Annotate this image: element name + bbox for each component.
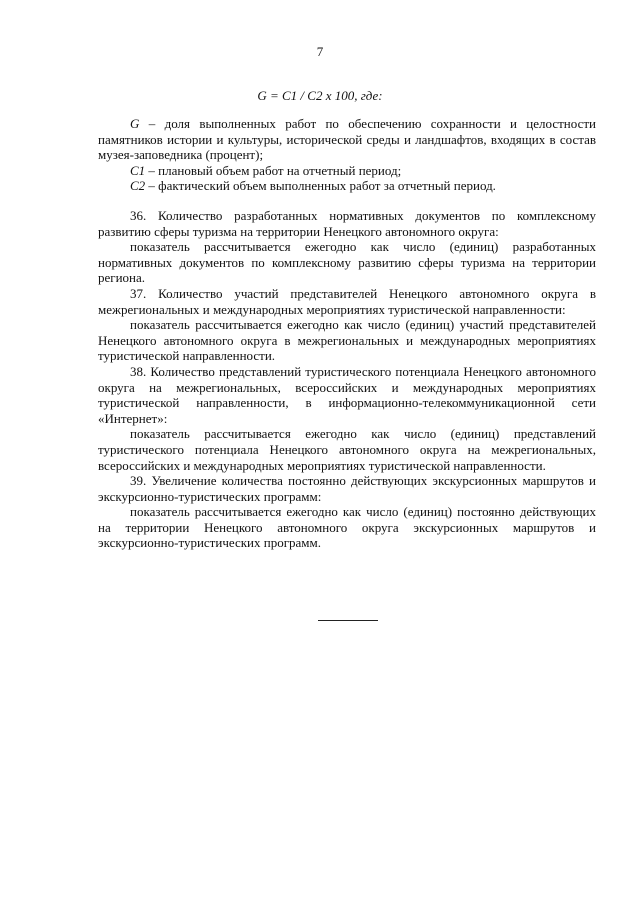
item-39-title: 39. Увеличение количества постоянно действующих экскурсионных маршрутов и экскурсионно-туристических программ: <box>98 473 596 504</box>
item-39-description: показатель рассчитывается ежегодно как число (единиц) постоянно действующих на территории Ненецкого автономного округа экскурсионных маршрутов и экскурсионно-туристических программ. <box>98 504 596 551</box>
end-divider <box>318 620 378 621</box>
item-38-title: 38. Количество представлений туристического потенциала Ненецкого автономного округа на межрегиональных, всероссийских и международных мероприятиях туристической направленности, в информационно-телекоммуникационной сети «Интернет»: <box>98 363 596 426</box>
definition-c1 <box>98 163 596 179</box>
item-37-title: 37. Количество участий представителей Ненецкого автономного округа в межрегиональных и международных мероприятиях туристической направленности: <box>98 285 596 317</box>
definition-text: – плановый объем работ на отчетный период; <box>145 162 402 178</box>
formula-definitions <box>98 116 596 194</box>
item-37-description: показатель рассчитывается ежегодно как число (единиц) участий представителей Ненецкого автономного округа в межрегиональных и международных мероприятиях туристической направленности. <box>98 317 596 364</box>
definition-text: – фактический объем выполненных работ за отчетный период. <box>145 178 496 194</box>
variable-symbol: G <box>130 116 140 131</box>
definition-g <box>98 116 596 163</box>
variable-symbol: C1 <box>130 162 146 178</box>
variable-symbol: C2 <box>130 178 146 194</box>
item-36-title: 36. Количество разработанных нормативных документов по комплексному развитию сферы туризма на территории Ненецкого автономного округа: <box>98 208 596 239</box>
definition-text: – доля выполненных работ по обеспечению сохранности и целостности памятников истории и культуры, исторической среды и ландшафтов, входящих в состав музея-заповедника (процент); <box>98 116 596 163</box>
indicator-list <box>98 208 596 551</box>
page-number: 7 <box>316 44 324 59</box>
formula: G = C1 / C2 x 100, где: <box>257 88 383 103</box>
item-36-description: показатель рассчитывается ежегодно как число (единиц) разработанных нормативных документов по комплексному развитию сферы туризма на территории региона. <box>98 239 596 286</box>
definition-c2 <box>98 178 596 194</box>
item-38-description: показатель рассчитывается ежегодно как число (единиц) представлений туристического потенциала Ненецкого автономного округа на межрегиональных, всероссийских и международных мероприятиях туристической направленности. <box>98 426 596 473</box>
